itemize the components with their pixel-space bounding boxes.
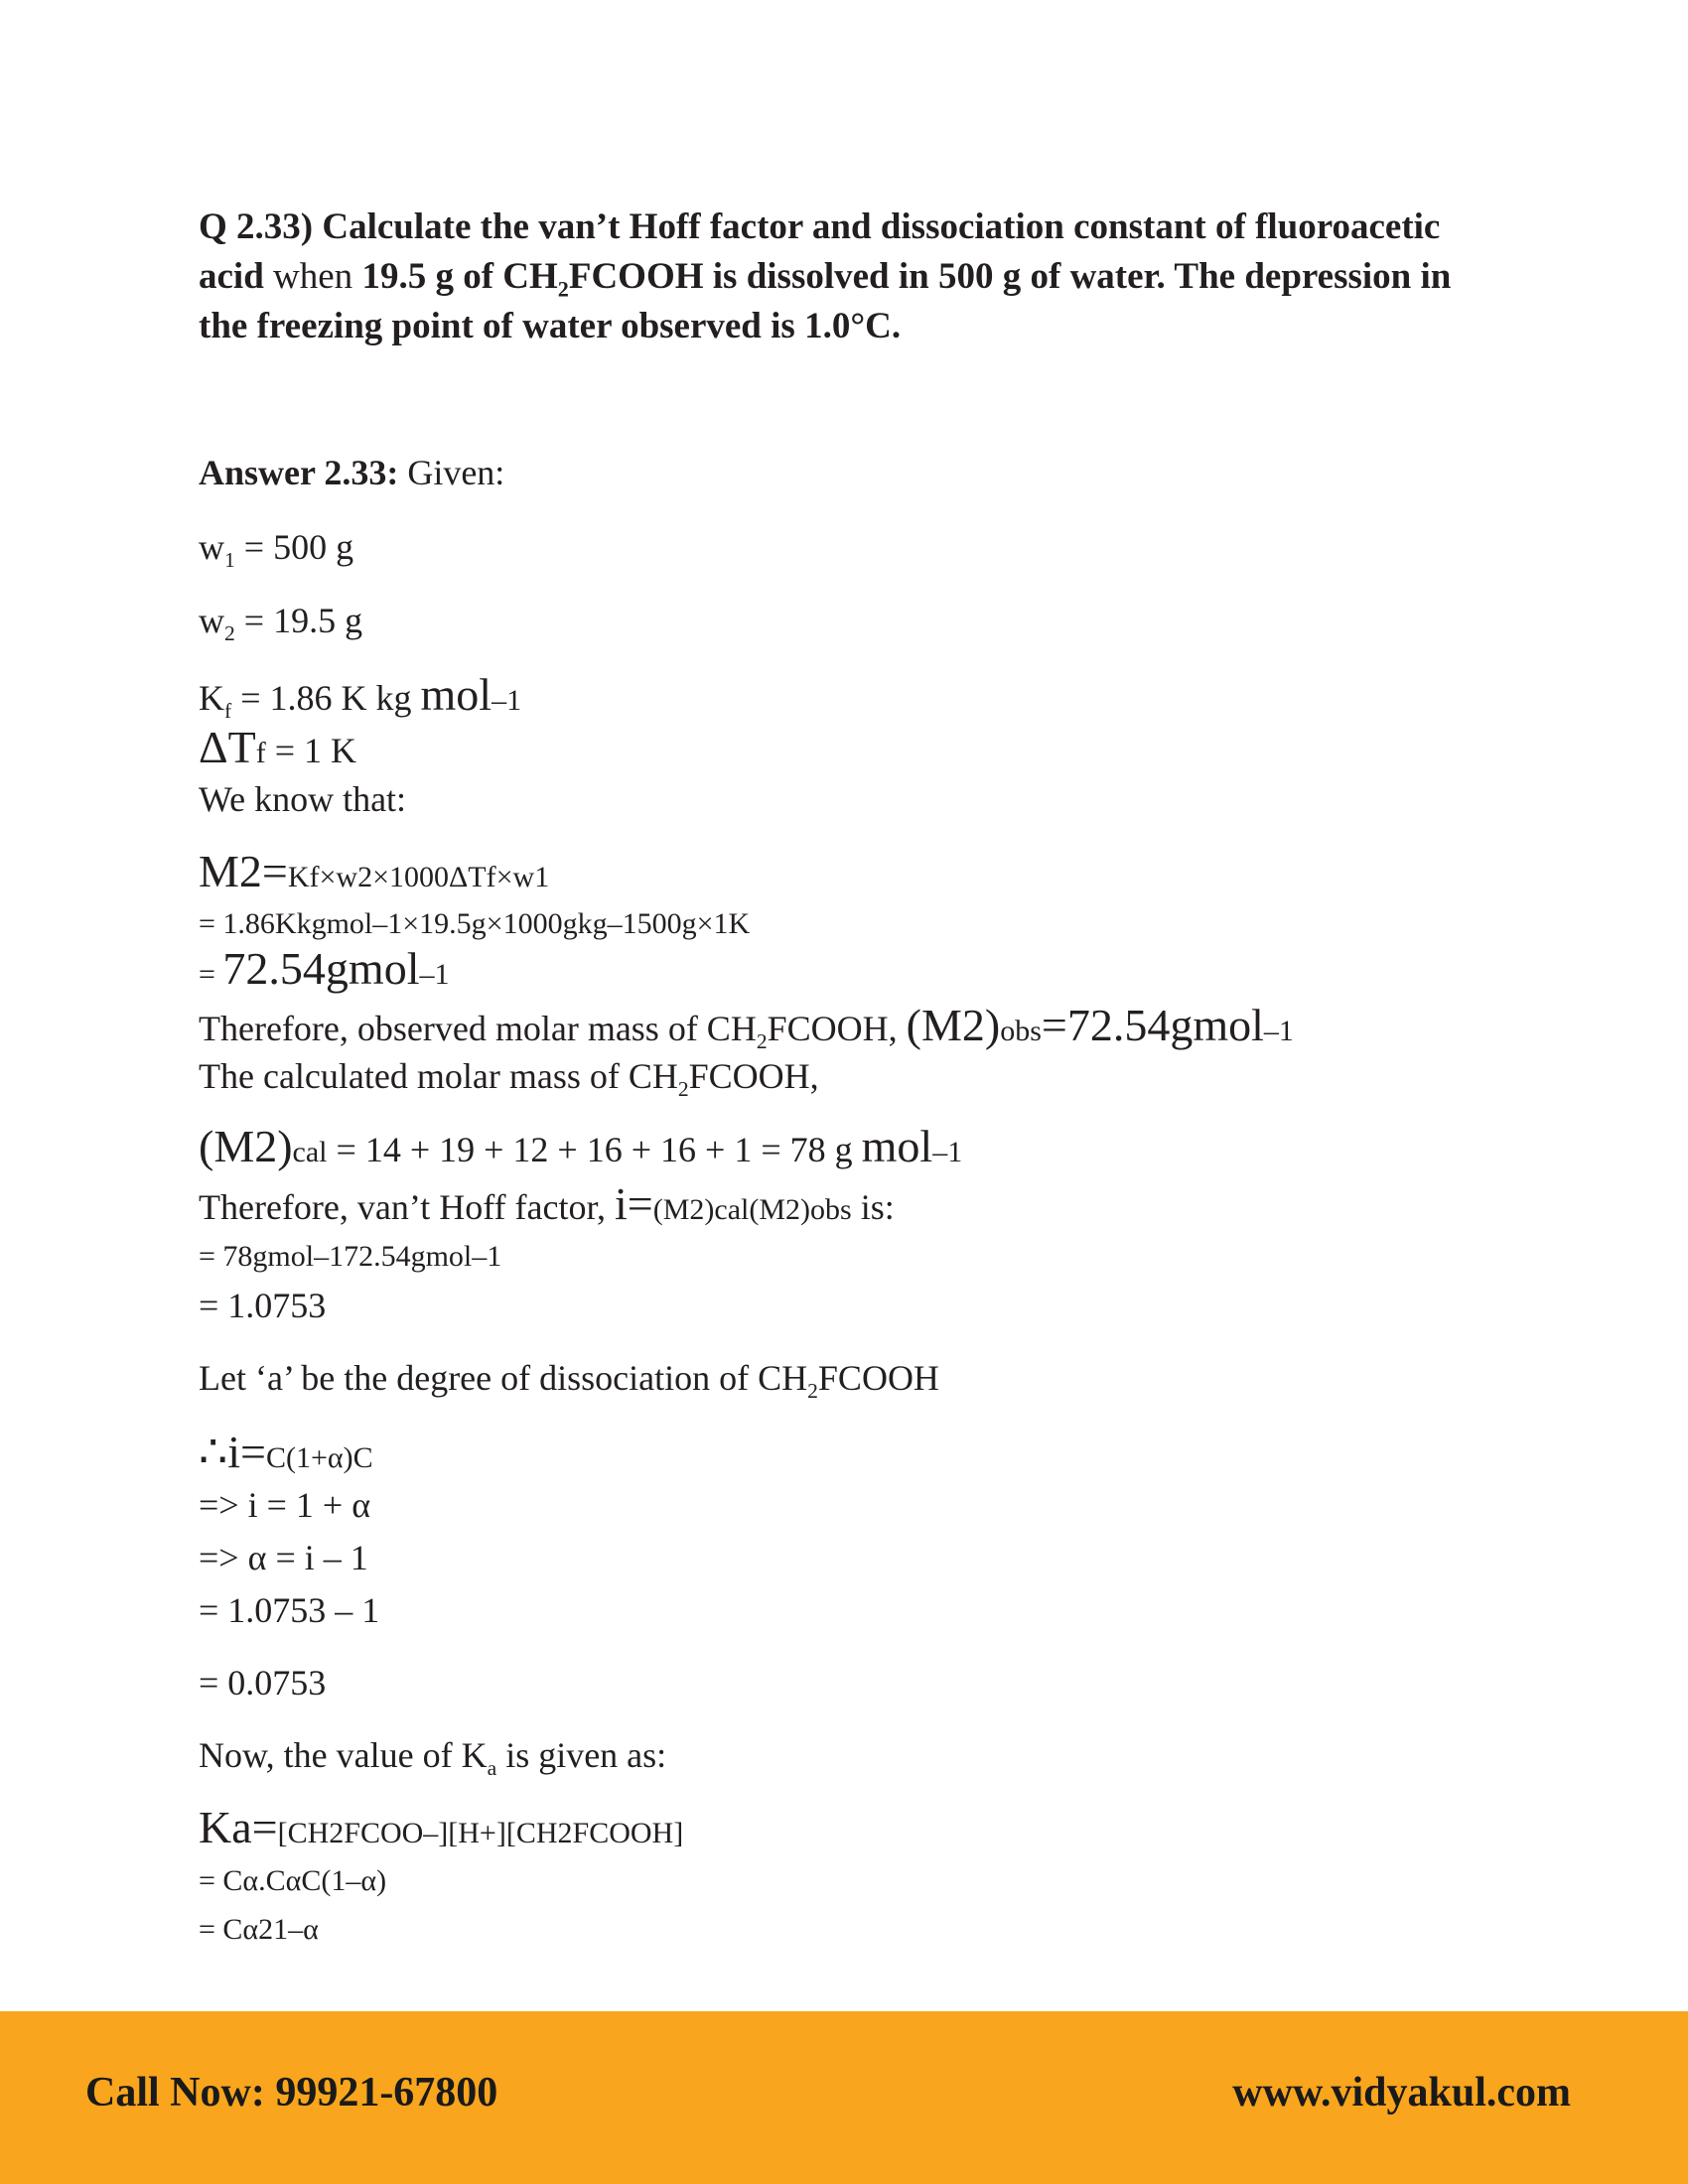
kf-unit: mol — [420, 669, 492, 720]
question-text: FCOOH is dissolved in 500 g of water. The depression in — [568, 256, 1452, 297]
call-now-text[interactable]: Call Now: 99921-67800 — [85, 2070, 498, 2116]
m2-expression: Kf×w2×1000ΔTf×w1 — [287, 861, 550, 893]
vant-hoff-line — [199, 1178, 895, 1229]
i-symbol: i= — [615, 1178, 653, 1229]
vh-calc-line — [199, 1242, 501, 1272]
know-text: We know that: — [199, 779, 407, 819]
exponent: –1 — [492, 684, 522, 717]
calc-line-1 — [199, 909, 750, 939]
footer-banner — [0, 2011, 1688, 2184]
subscript: 2 — [224, 621, 235, 646]
observed-text: Therefore, observed molar mass of CH — [199, 1009, 757, 1048]
subscript: a — [487, 1756, 497, 1781]
exponent: –1 — [1263, 1015, 1294, 1047]
alpha-equation-line — [199, 1540, 368, 1575]
alpha-equation: => α = i – 1 — [199, 1538, 368, 1577]
ka-calc: = Cα.CαC(1–α) — [199, 1864, 387, 1897]
w2-value: = 19.5 g — [234, 601, 363, 640]
ka-calc: = Cα21–α — [199, 1913, 319, 1946]
question-text: 19.5 g of CH — [352, 256, 558, 297]
calculated-mm-line — [199, 1056, 819, 1102]
m2-formula — [199, 846, 550, 896]
i-equation-line — [199, 1487, 370, 1523]
mcal-unit: mol — [861, 1121, 933, 1171]
let-text: FCOOH — [817, 1358, 939, 1398]
question-line-2 — [199, 256, 1452, 302]
exponent: –1 — [932, 1136, 963, 1168]
alpha-calc-line — [199, 1592, 379, 1628]
observed-line — [199, 1000, 1294, 1054]
therefore-i-symbol: ∴i= — [199, 1427, 266, 1477]
mcal-value: = 14 + 19 + 12 + 16 + 16 + 1 = 78 g — [327, 1130, 862, 1169]
subscript: 1 — [224, 548, 235, 573]
website-link[interactable]: www.vidyakul.com — [1232, 2070, 1571, 2116]
ka-intro-line — [199, 1735, 667, 1781]
subscript: 2 — [756, 1029, 768, 1054]
subscript: obs — [1000, 1015, 1042, 1047]
w1-line — [199, 527, 354, 573]
ka-intro-text: Now, the value of K — [199, 1735, 488, 1775]
alpha-result-line — [199, 1665, 326, 1701]
delta-t-symbol: ΔT — [199, 722, 256, 772]
therefore-i-line — [199, 1427, 373, 1477]
vant-hoff-text: Therefore, van’t Hoff factor, — [199, 1187, 616, 1227]
kf-value: = 1.86 K kg — [231, 678, 421, 718]
dtf-line — [199, 722, 356, 772]
mcal-line — [199, 1121, 963, 1171]
subscript: f — [255, 737, 266, 769]
subscript: 2 — [807, 1379, 818, 1404]
w1-symbol: w — [199, 527, 224, 567]
ka-calc-line-2 — [199, 1915, 319, 1945]
exponent: –1 — [419, 958, 450, 991]
ka-symbol: Ka= — [199, 1802, 278, 1852]
kf-symbol: K — [199, 678, 224, 718]
w2-line — [199, 601, 363, 646]
m2-symbol: (M2) — [199, 1121, 293, 1171]
therefore-i-expression: C(1+α)C — [266, 1441, 373, 1474]
question-text: the freezing point of water observed is 1.0°C. — [199, 306, 902, 346]
m2-symbol: (M2) — [906, 1000, 1001, 1050]
subscript: 2 — [557, 276, 569, 302]
question-text: when — [273, 256, 353, 297]
alpha-result: = 0.0753 — [199, 1663, 327, 1703]
question-text: Q 2.33) Calculate the van’t Hoff factor and dissociation constant of fluoroacetic — [199, 206, 1441, 247]
calc-text: = 1.86Kkgmol–1×19.5g×1000gkg–1500g×1K — [199, 907, 751, 940]
equals: = — [199, 958, 223, 991]
subscript: cal — [292, 1136, 328, 1168]
answer-heading — [199, 455, 504, 490]
vh-result-line — [199, 1288, 326, 1323]
answer-label: Answer 2.33: — [199, 453, 399, 492]
i-equation: => i = 1 + α — [199, 1485, 371, 1525]
vant-hoff-fraction: (M2)cal(M2)obs — [652, 1193, 852, 1226]
ka-expression: [CH2FCOO–][H+][CH2FCOOH] — [277, 1817, 684, 1849]
calculated-text: The calculated molar mass of CH — [199, 1056, 678, 1096]
question-line-3 — [199, 308, 901, 344]
let-line — [199, 1358, 939, 1404]
answer-given: Given: — [398, 453, 505, 492]
vh-result: = 1.0753 — [199, 1286, 327, 1325]
question-line-1 — [199, 208, 1440, 245]
w1-value: = 500 g — [234, 527, 354, 567]
observed-text: FCOOH, — [767, 1009, 907, 1048]
kf-line — [199, 669, 522, 724]
w2-symbol: w — [199, 601, 224, 640]
question-text: acid — [199, 256, 274, 297]
ka-formula-line — [199, 1802, 684, 1852]
dtf-value: = 1 K — [265, 731, 356, 770]
ka-intro-text: is given as: — [496, 1735, 667, 1775]
vh-calc-text: = 78gmol–172.54gmol–1 — [199, 1240, 502, 1273]
vant-hoff-text: is: — [851, 1187, 895, 1227]
subscript: 2 — [677, 1077, 689, 1102]
let-text: Let ‘a’ be the degree of dissociation of CH — [199, 1358, 808, 1398]
subscript: f — [224, 699, 232, 724]
calc-line-2 — [199, 943, 450, 994]
observed-value: =72.54gmol — [1041, 1000, 1264, 1050]
calculated-text: FCOOH, — [688, 1056, 819, 1096]
alpha-calc: = 1.0753 – 1 — [199, 1590, 380, 1630]
know-line — [199, 781, 406, 817]
calc-value: 72.54gmol — [222, 943, 420, 994]
ka-calc-line-1 — [199, 1866, 386, 1896]
m2-symbol: M2= — [199, 846, 288, 896]
